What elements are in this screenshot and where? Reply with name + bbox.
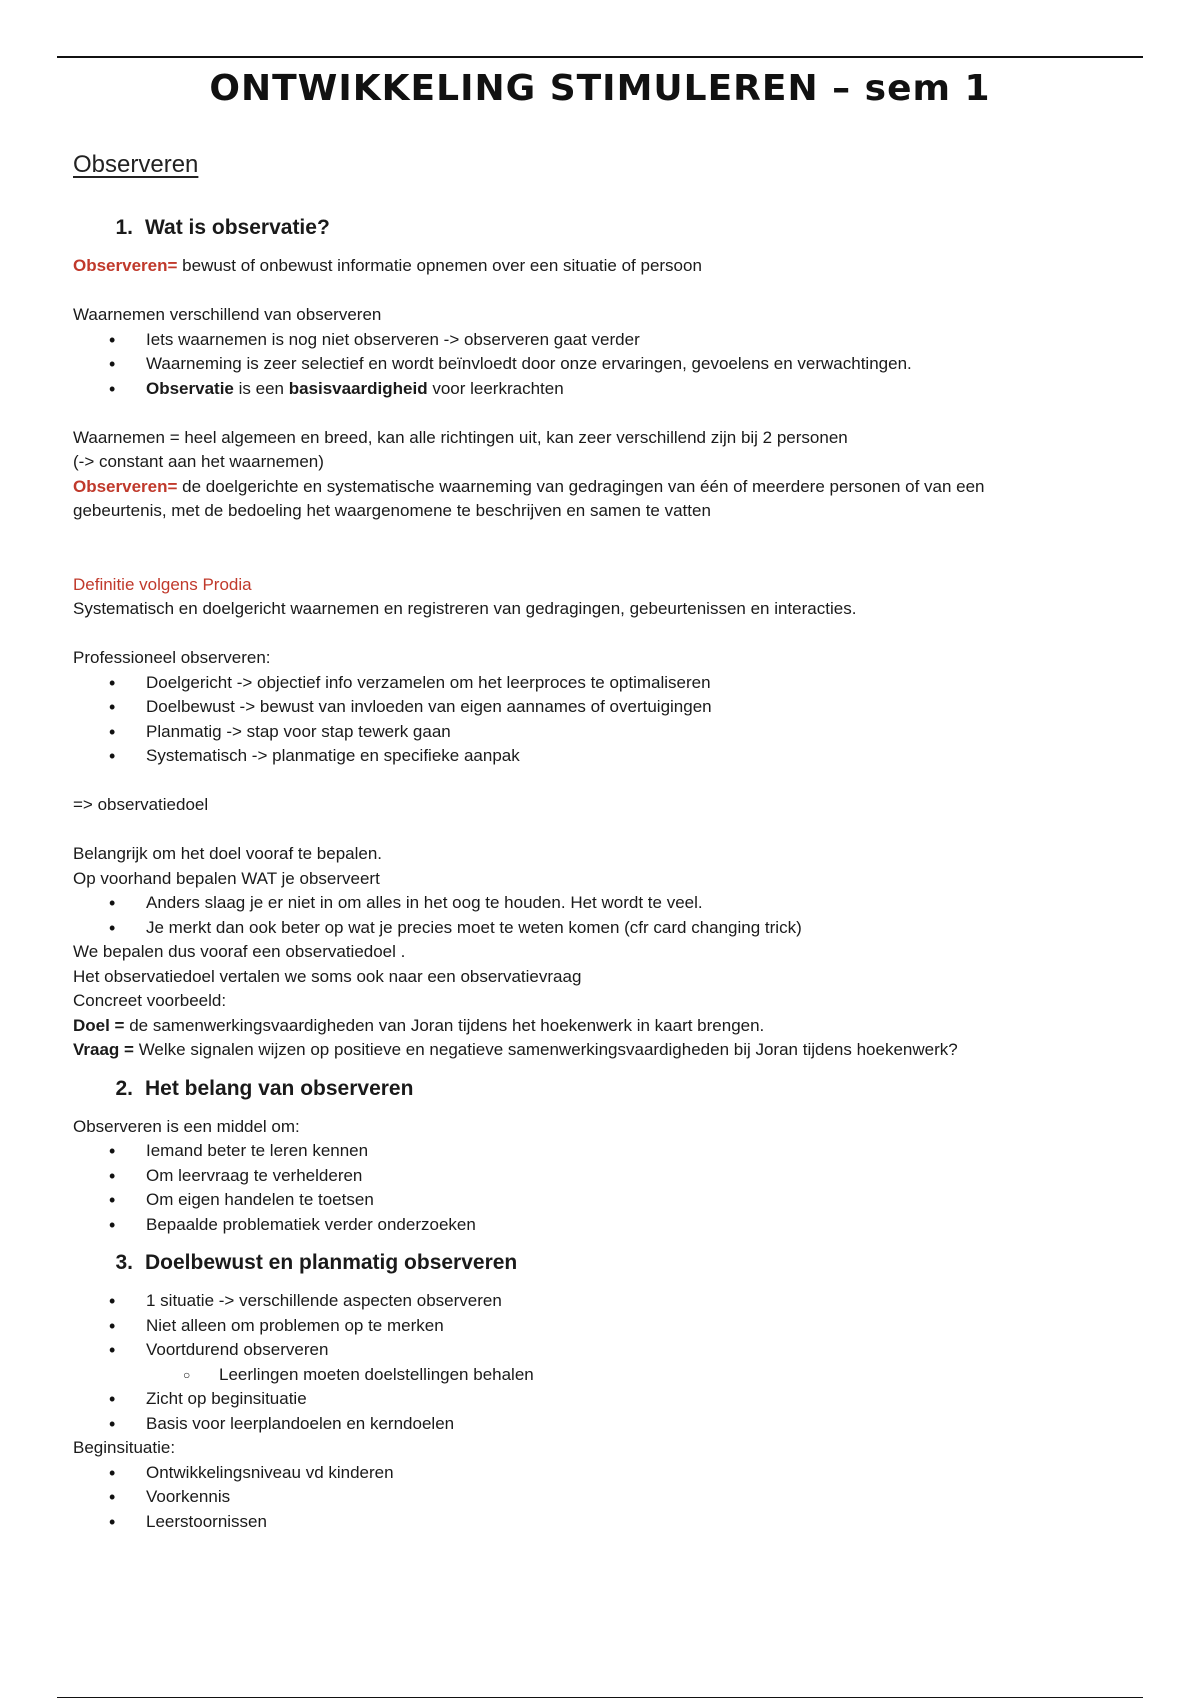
list-item: • Niet alleen om problemen op te merken	[73, 1314, 1073, 1339]
heading-3-text: Doelbewust en planmatig observeren	[145, 1251, 518, 1274]
doel-line: We bepalen dus vooraf een observatiedoel .	[73, 942, 406, 961]
bullet-list-doel	[73, 891, 1073, 940]
bullet-list-planmatig-2	[73, 1387, 1073, 1436]
heading-2-text: Het belang van observeren	[145, 1076, 414, 1100]
list-item: • Systematisch -> planmatige en specifieke aanpak	[73, 744, 1073, 769]
list-item: • Je merkt dan ook beter op wat je precies moet te weten komen (cfr card changing trick)	[73, 916, 1073, 941]
waarnemen-intro: Waarnemen verschillend van observeren	[73, 305, 382, 324]
belang-intro: Observeren is een middel om:	[73, 1116, 300, 1136]
heading-1-text: Wat is observatie?	[145, 216, 330, 239]
document-body	[73, 214, 1073, 1534]
list-item: • Zicht op beginsituatie	[73, 1387, 1073, 1412]
example-vraag: Vraag = Welke signalen wijzen op positieve en negatieve samenwerkingsvaardigheden bij Joran tijdens hoekenwerk?	[73, 1040, 958, 1059]
list-item: • Anders slaag je er niet in om alles in het oog te houden. Het wordt te veel.	[73, 891, 1073, 916]
list-item: • Ontwikkelingsniveau vd kinderen	[73, 1461, 1073, 1486]
example-doel: Doel = de samenwerkingsvaardigheden van Joran tijdens het hoekenwerk in kaart brengen.	[73, 1015, 765, 1035]
list-item: • Om eigen handelen te toetsen	[73, 1188, 1073, 1213]
professional-intro: Professioneel observeren:	[73, 648, 271, 667]
beginsituatie-intro: Beginsituatie:	[73, 1438, 176, 1457]
list-item: • Om leervraag te verhelderen	[73, 1164, 1073, 1189]
heading-3	[73, 1249, 1073, 1277]
list-item: • Voortdurend observeren	[73, 1338, 1073, 1363]
observatiedoel-line: => observatiedoel	[73, 795, 209, 814]
bullet-list-planmatig	[73, 1289, 1073, 1363]
heading-2	[73, 1075, 1073, 1103]
top-rule	[57, 56, 1143, 58]
list-item: • Iemand beter te leren kennen	[73, 1139, 1073, 1164]
sub-bullet-list	[73, 1363, 1073, 1388]
list-item: • Iets waarnemen is nog niet observeren -> observeren gaat verder	[73, 328, 1073, 353]
doel-line: Op voorhand bepalen WAT je observeert	[73, 868, 380, 888]
list-item: • Leerstoornissen	[73, 1510, 1073, 1535]
heading-2-number: 2.	[115, 1076, 133, 1100]
bullet-list-beginsituatie	[73, 1461, 1073, 1535]
heading-1	[73, 214, 1073, 242]
list-item: • 1 situatie -> verschillende aspecten observeren	[73, 1289, 1073, 1314]
section-title: Observeren	[73, 151, 199, 178]
list-item: • Observatie is een basisvaardigheid voor leerkrachten	[73, 377, 1073, 402]
bottom-rule	[57, 1697, 1143, 1698]
list-item: • Voorkennis	[73, 1485, 1073, 1510]
bullet-list-belang	[73, 1139, 1073, 1237]
heading-1-number: 1.	[115, 216, 133, 239]
list-item: • Basis voor leerplandoelen en kerndoelen	[73, 1412, 1073, 1437]
doel-line: Concreet voorbeeld:	[73, 991, 227, 1010]
waarnemen-definition-note: (-> constant aan het waarnemen)	[73, 452, 324, 471]
heading-3-number: 3.	[115, 1251, 133, 1274]
definition-observeren-2: Observeren= de doelgerichte en systematische waarneming van gedragingen van één of meerdere personen of van een gebeurtenis, met de bedoeling het waargenomene te beschrijven en samen te vatten	[73, 476, 985, 520]
list-item: • Doelbewust -> bewust van invloeden van eigen aannames of overtuigingen	[73, 695, 1073, 720]
document-title: ONTWIKKELING STIMULEREN – sem 1	[209, 68, 991, 109]
sub-list-item: ○ Leerlingen moeten doelstellingen behalen	[73, 1363, 1073, 1388]
doel-line: Het observatiedoel vertalen we soms ook naar een observatievraag	[73, 966, 582, 986]
list-item: • Doelgericht -> objectief info verzamelen om het leerproces te optimaliseren	[73, 671, 1073, 696]
bullet-list-professional	[73, 671, 1073, 769]
list-item: • Planmatig -> stap voor stap tewerk gaan	[73, 720, 1073, 745]
list-item: • Bepaalde problematiek verder onderzoeken	[73, 1213, 1073, 1238]
list-item: • Waarneming is zeer selectief en wordt beïnvloedt door onze ervaringen, gevoelens en verwachtingen.	[73, 352, 1073, 377]
doel-line: Belangrijk om het doel vooraf te bepalen.	[73, 844, 383, 863]
definition-observeren-1: Observeren= bewust of onbewust informatie opnemen over een situatie of persoon	[73, 256, 702, 275]
prodia-label: Definitie volgens Prodia	[73, 574, 252, 594]
prodia-text: Systematisch en doelgericht waarnemen en registreren van gedragingen, gebeurtenissen en interacties.	[73, 599, 857, 618]
waarnemen-definition: Waarnemen = heel algemeen en breed, kan alle richtingen uit, kan zeer verschillend zijn bij 2 personen	[73, 427, 848, 447]
bullet-list-waarnemen	[73, 328, 1073, 402]
